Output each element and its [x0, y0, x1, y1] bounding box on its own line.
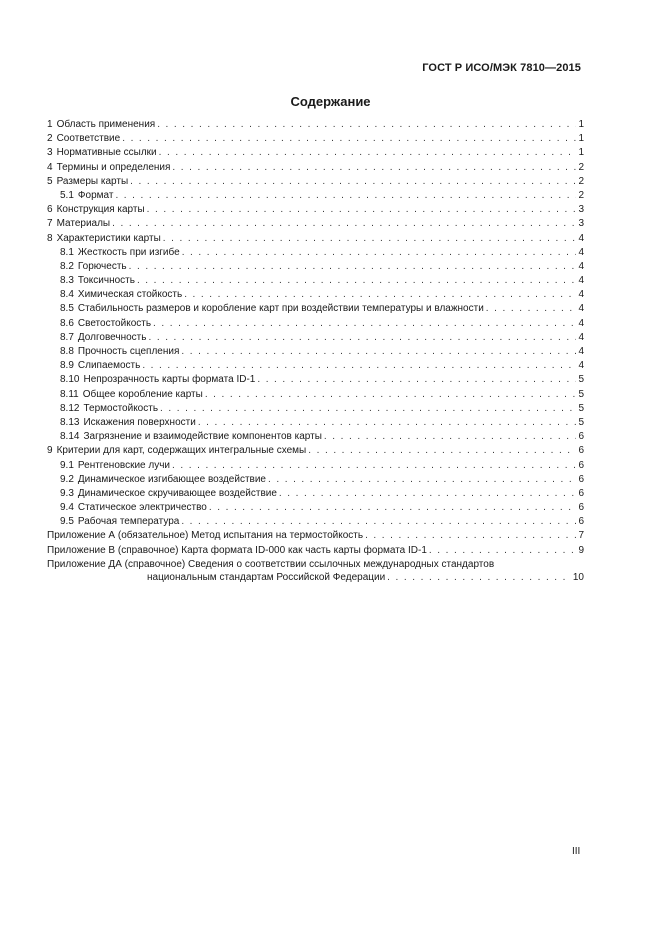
- toc-entry-number: 7: [47, 218, 53, 230]
- dot-leader: [268, 473, 576, 487]
- dot-leader: [486, 302, 577, 316]
- toc-entry-number: 8.1: [60, 246, 74, 258]
- toc-entry-number: 8: [47, 232, 53, 244]
- toc-entry-page: 6: [578, 473, 584, 485]
- toc-entry-page: 4: [578, 246, 584, 258]
- dot-leader: [365, 529, 576, 543]
- toc-entry-number: 8.8: [60, 346, 74, 357]
- dot-leader: [122, 132, 576, 146]
- toc-entry-title: Материалы: [56, 218, 111, 230]
- toc-entry-number: 8.14: [60, 431, 80, 443]
- toc-entry-title: Приложение А (обязательное) Метод испытания на термостойкость: [47, 530, 364, 542]
- toc-entry[interactable]: [47, 459, 584, 473]
- dot-leader: [159, 146, 577, 160]
- toc-entry-page: 4: [578, 317, 584, 329]
- dot-leader: [279, 487, 577, 501]
- toc-entry-page: 4: [578, 275, 584, 287]
- toc-entry-page: 6: [578, 431, 584, 443]
- toc-entry-number: 3: [47, 147, 53, 159]
- dot-leader: [209, 501, 577, 515]
- toc-entry-page: 1: [578, 133, 584, 145]
- dot-leader: [115, 189, 576, 203]
- dot-leader: [257, 373, 576, 387]
- toc-entry[interactable]: [47, 444, 584, 458]
- toc-entry-number: 8.12: [60, 402, 80, 414]
- toc-entry[interactable]: [47, 232, 584, 246]
- toc-entry-title: Критерии для карт, содержащих интегральные схемы: [56, 445, 307, 457]
- toc-entry[interactable]: [47, 402, 584, 416]
- toc-entry-page: 5: [578, 402, 584, 414]
- dot-leader: [147, 203, 577, 217]
- toc-entry-page: 2: [578, 161, 584, 173]
- toc-entry-page: 6: [578, 459, 584, 471]
- toc-entry-number: 8.11: [60, 388, 79, 400]
- toc-entry[interactable]: [47, 203, 584, 217]
- toc-entry-number: 2: [47, 133, 53, 145]
- toc-entry-title: Формат: [77, 189, 114, 201]
- toc-entry-title: Жесткость при изгибе: [77, 246, 180, 258]
- toc-entry[interactable]: [47, 118, 584, 132]
- toc-entry-title: Искажения поверхности: [83, 416, 196, 428]
- toc-entry-page: 1: [578, 119, 584, 130]
- toc-entry-page: 2: [578, 175, 584, 187]
- dot-leader: [324, 430, 577, 444]
- toc-entry-title: Токсичность: [77, 275, 135, 287]
- dot-leader: [148, 331, 576, 345]
- toc-entry-appendix-da-continued[interactable]: [47, 571, 584, 584]
- toc-entry[interactable]: [47, 487, 584, 501]
- toc-entry-title: Общее коробление карты: [82, 388, 203, 400]
- toc-entry[interactable]: [47, 544, 584, 558]
- toc-entry-number: 4: [47, 161, 53, 173]
- dot-leader: [172, 459, 576, 473]
- toc-entry[interactable]: [47, 529, 584, 543]
- toc-entry-page: 4: [578, 331, 584, 343]
- toc-entry-page: 4: [578, 346, 584, 357]
- dot-leader: [157, 118, 576, 132]
- toc-entry[interactable]: [47, 473, 584, 487]
- toc-entry-number: 6: [47, 204, 53, 216]
- toc-entry[interactable]: [47, 246, 584, 260]
- toc-entry-number: 8.9: [60, 360, 74, 372]
- dot-leader: [160, 402, 576, 416]
- toc-entry-title: Размеры карты: [56, 175, 129, 187]
- toc-entry[interactable]: [47, 388, 584, 402]
- toc-entry-title: Светостойкость: [77, 317, 152, 329]
- toc-entry[interactable]: [47, 317, 584, 331]
- toc-entry-title: Стабильность размеров и коробление карт при воздействии температуры и влажности: [77, 303, 484, 315]
- toc-entry-number: 9.1: [60, 459, 74, 471]
- toc-entry-title: Статическое электричество: [77, 502, 207, 514]
- toc-entry-number: 9.4: [60, 502, 74, 514]
- dot-leader: [163, 232, 577, 246]
- dot-leader: [172, 161, 576, 175]
- toc-entry-title: Характеристики карты: [56, 232, 161, 244]
- toc-entry[interactable]: [47, 373, 584, 387]
- toc-entry-number: 8.10: [60, 374, 80, 386]
- toc-entry-title: Долговечность: [77, 331, 147, 343]
- dot-leader: [130, 175, 576, 189]
- page-title: Содержание: [290, 94, 371, 109]
- toc-entry-number: 5: [47, 175, 53, 187]
- dot-leader: [137, 274, 576, 288]
- toc-entry-page: 5: [578, 374, 584, 386]
- toc-entry-number: 8.2: [60, 260, 74, 272]
- toc-entry-title: Термины и определения: [56, 161, 171, 173]
- toc-entry-title: Рентгеновские лучи: [77, 459, 171, 471]
- toc-entry-title: Непрозрачность карты формата ID-1: [83, 374, 256, 386]
- toc-entry[interactable]: [47, 161, 584, 175]
- toc-entry-title: Область применения: [56, 119, 156, 130]
- toc-entry-page: 9: [578, 544, 584, 556]
- toc-entry-page: 7: [578, 530, 584, 542]
- toc-entry[interactable]: [47, 288, 584, 302]
- toc-entry-title: Термостойкость: [83, 402, 159, 414]
- toc-entry-title: Слипаемость: [77, 360, 141, 372]
- toc-entry-title: Горючесть: [77, 260, 127, 272]
- toc-entry-page: 10: [572, 571, 584, 583]
- table-of-contents: [47, 118, 584, 584]
- toc-entry-title: Нормативные ссылки: [56, 147, 157, 159]
- toc-entry-page: 6: [578, 487, 584, 499]
- toc-entry-page: 1: [578, 147, 584, 159]
- dot-leader: [387, 571, 571, 584]
- toc-entry-number: 8.7: [60, 331, 74, 343]
- toc-entry[interactable]: [47, 260, 584, 274]
- toc-entry-title: Прочность сцепления: [77, 346, 180, 357]
- toc-entry-number: 5.1: [60, 189, 74, 201]
- dot-leader: [153, 317, 576, 331]
- toc-entry-number: 9.2: [60, 473, 74, 485]
- toc-entry[interactable]: [47, 416, 584, 430]
- toc-entry[interactable]: [47, 175, 584, 189]
- dot-leader: [182, 246, 577, 260]
- toc-entry-number: 1: [47, 119, 53, 130]
- toc-entry-number: 8.5: [60, 303, 74, 315]
- toc-entry-page: 6: [578, 502, 584, 514]
- dot-leader: [129, 260, 577, 274]
- toc-entry[interactable]: [47, 274, 584, 288]
- toc-entry-page: 4: [578, 260, 584, 272]
- toc-entry-title: Конструкция карты: [56, 204, 145, 216]
- dot-leader: [205, 388, 577, 402]
- toc-entry-page: 4: [578, 232, 584, 244]
- toc-entry-title: Загрязнение и взаимодействие компонентов карты: [83, 431, 322, 443]
- dot-leader: [181, 345, 576, 359]
- dot-leader: [142, 359, 576, 373]
- dot-leader: [198, 416, 577, 430]
- toc-entry[interactable]: [47, 146, 584, 160]
- toc-entry-page: 4: [578, 289, 584, 301]
- toc-entry-page: 3: [578, 204, 584, 216]
- toc-entry[interactable]: [47, 501, 584, 515]
- toc-entry-page: 4: [578, 360, 584, 372]
- toc-entry[interactable]: [47, 189, 584, 203]
- toc-entry-number: 8.6: [60, 317, 74, 329]
- toc-entry[interactable]: [47, 430, 584, 444]
- document-standard-header: ГОСТ Р ИСО/МЭК 7810—2015: [422, 62, 581, 74]
- toc-entry-appendix-da[interactable]: [47, 558, 584, 571]
- toc-entry[interactable]: [47, 359, 584, 373]
- toc-entry-page: 2: [578, 189, 584, 201]
- dot-leader: [308, 444, 576, 458]
- dot-leader: [184, 288, 576, 302]
- toc-entry-number: 8.3: [60, 275, 74, 287]
- toc-entry[interactable]: [47, 515, 584, 529]
- toc-entry[interactable]: [47, 132, 584, 146]
- toc-entry-title: Динамическое скручивающее воздействие: [77, 487, 277, 499]
- toc-entry-title: Динамическое изгибающее воздействие: [77, 473, 266, 485]
- toc-entry-page: 4: [578, 303, 584, 315]
- toc-entry-page: 5: [578, 416, 584, 428]
- toc-entry-title-continued: национальным стандартам Российской Федерации: [147, 571, 386, 583]
- dot-leader: [181, 515, 576, 529]
- toc-entry[interactable]: [47, 217, 584, 231]
- toc-entry-page: 5: [578, 388, 584, 400]
- dot-leader: [429, 544, 577, 558]
- toc-entry-number: 9: [47, 445, 53, 457]
- toc-entry-title: Приложение В (справочное) Карта формата ID-000 как часть карты формата ID-1: [47, 544, 427, 556]
- toc-entry[interactable]: [47, 331, 584, 345]
- toc-entry-number: 9.3: [60, 487, 74, 499]
- dot-leader: [112, 217, 576, 231]
- toc-entry-title: Химическая стойкость: [77, 289, 183, 301]
- toc-entry-number: 8.13: [60, 416, 80, 428]
- toc-entry-number: 9.5: [60, 516, 74, 528]
- toc-entry-title: Рабочая температура: [77, 516, 180, 528]
- toc-entry-page: 6: [578, 445, 584, 457]
- toc-entry-title: Приложение ДА (справочное) Сведения о соответствии ссылочных международных стандартов: [47, 558, 495, 570]
- toc-entry-title: Соответствие: [56, 133, 121, 145]
- page-number: III: [572, 846, 581, 857]
- toc-entry-page: 3: [578, 218, 584, 230]
- toc-entry[interactable]: [47, 345, 584, 359]
- toc-entry-page: 6: [578, 516, 584, 528]
- toc-entry-number: 8.4: [60, 289, 74, 301]
- toc-entry[interactable]: [47, 302, 584, 316]
